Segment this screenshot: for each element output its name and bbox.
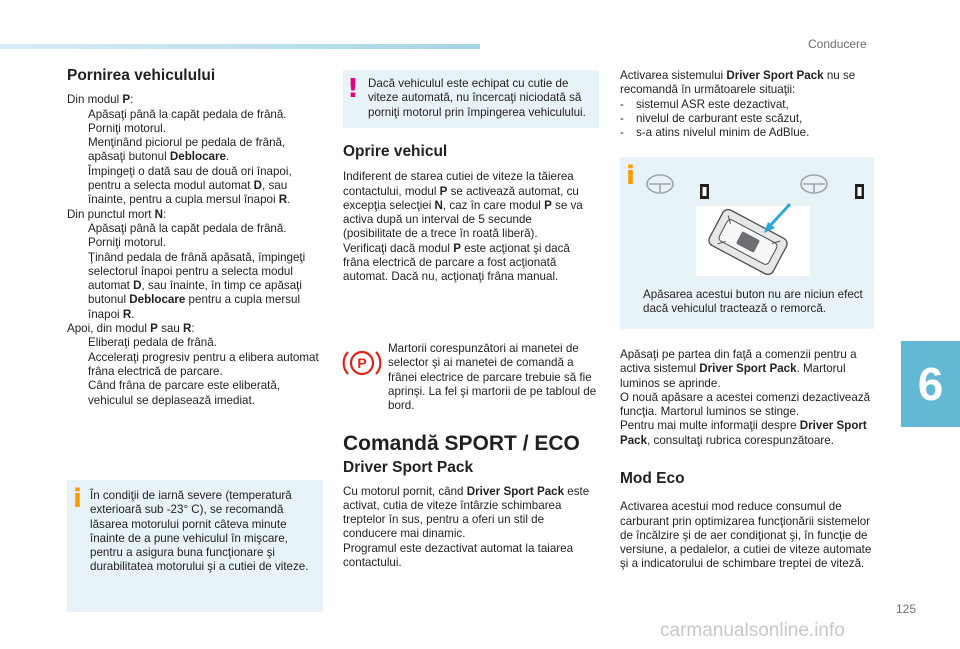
text-run: Porniţi motorul. <box>88 121 166 135</box>
driver-sport-paragraph-2: Programul este dezactivat automat la taiarea contactului. <box>343 541 574 570</box>
sport-mode-icon <box>855 184 864 199</box>
bold-term: D <box>133 279 142 293</box>
conditions-list <box>620 98 873 141</box>
bold-term: Driver Sport Pack <box>726 69 824 82</box>
header-accent-bar <box>0 44 480 49</box>
text-run: Apăsaţi pe partea din faţă a comenzii pentru a activa sistemul <box>620 348 857 376</box>
stop-paragraph <box>343 170 593 241</box>
text-run: Din modul <box>67 93 123 107</box>
bold-term: Driver Sport Pack <box>699 362 797 376</box>
text-run: Cu motorul pornit, când <box>343 484 467 498</box>
condition-text: sistemul ASR este dezactivat, <box>636 97 789 111</box>
instruction-step <box>67 165 319 208</box>
heading-starting: Pornirea vehiculului <box>67 67 216 84</box>
text-run: este acţionat şi dacă frâna electrică de parcare a fost acţionată automat. Dacă nu, acţionaţi frâna manual. <box>343 241 570 284</box>
text-run: Apoi, din modul <box>67 322 151 336</box>
heading-stop: Oprire vehicul <box>343 143 448 160</box>
instruction-step <box>67 251 319 322</box>
bold-term: R <box>278 193 288 207</box>
stop-section <box>343 145 593 285</box>
text-run: Acceleraţi progresiv pentru a elibera automat frâna electrică de parcare. <box>88 350 319 378</box>
instruction-intro <box>67 93 319 107</box>
bold-term: Deblocare <box>169 150 226 164</box>
sport-eco-section <box>343 432 598 570</box>
condition-text: s-a atins nivelul minim de AdBlue. <box>636 126 810 140</box>
brake-note-text: Martorii corespunzători ai manetei de selector şi ai manetei de comandă a frânei electrice de parcare trebuie să fie aprinşi. La fel şi martorii de pe tabloul de bord. <box>388 342 597 413</box>
instruction-step <box>67 351 319 380</box>
text-run: , sau înainte, pentru a cupla mersul înapoi <box>88 179 288 207</box>
bold-term: Driver Sport Pack <box>466 484 565 498</box>
text-run: . Martorul luminos se aprinde. <box>620 362 846 390</box>
column-start <box>67 69 319 408</box>
text-run: Apăsaţi până la capăt pedala de frână. <box>88 221 287 235</box>
starting-instructions <box>67 93 319 408</box>
driver-sport-intro <box>620 69 873 98</box>
steering-wheel-icon <box>801 175 827 193</box>
text-run: : <box>191 322 195 336</box>
bold-term: P <box>122 93 131 107</box>
chapter-tab: 6 <box>901 341 960 427</box>
condition-item <box>620 98 873 112</box>
dash-marker: - <box>620 126 624 140</box>
press-paragraph <box>620 348 875 391</box>
press-paragraph-3 <box>620 419 875 448</box>
text-run: , caz în care modul <box>442 198 545 212</box>
bold-term: N <box>434 198 443 212</box>
exclamation-icon: ! <box>347 74 359 104</box>
bold-term: Deblocare <box>129 293 186 307</box>
text-run: . <box>131 307 135 321</box>
heading-eco: Mod Eco <box>620 470 685 487</box>
bold-term: D <box>253 179 263 193</box>
bold-term: P <box>453 241 461 255</box>
text-run: Pentru mai multe informaţii despre <box>620 419 800 433</box>
watermark: carmanualsonline.info <box>660 620 845 641</box>
text-run: pentru a cupla mersul înapoi <box>88 293 301 321</box>
page-number: 125 <box>896 602 917 616</box>
image-caption: Apăsarea acestui buton nu are niciun efect dacă vehiculul tractează o remorcă. <box>643 288 863 316</box>
text-run: Apăsaţi până la capăt pedala de frână. <box>88 107 287 121</box>
condition-item <box>620 112 873 126</box>
text-run: Indiferent de starea cutiei de viteze la tăierea contactului, modul <box>343 170 574 198</box>
bold-term: R <box>183 322 192 336</box>
text-run: Împingeţi o dată sau de două ori înapoi, pentru a selecta modul automat <box>88 164 292 193</box>
dash-marker: - <box>620 97 624 111</box>
eco-section <box>620 472 875 572</box>
bold-term: P <box>439 184 448 198</box>
warning-text: Dacă vehiculul este echipat cu cutie de viteze automată, nu încercaţi niciodată să porniţi motorul prin împingerea vehiculului. <box>368 77 586 119</box>
info-i-icon: i <box>73 484 82 514</box>
heading-sport-eco: Comandă SPORT / ECO <box>343 432 580 455</box>
text-run: Activarea sistemului <box>620 69 727 82</box>
press-section <box>620 348 875 448</box>
instruction-step <box>67 136 319 165</box>
text-run: se va activa după un interval de 5 secunde (posibilitate de a trece în roată liberă). <box>343 198 583 241</box>
press-paragraph-2: O nouă apăsare a acestei comenzi dezactivează funcţia. Martorul luminos se stinge. <box>620 390 871 419</box>
eco-paragraph: Activarea acestui mod reduce consumul de carburant prin optimizarea funcţionării sistemelor de încălzire şi de aer condiţionat şi, în funcţie de versiune, a pedalelor, a cutiei de viteze automate şi a indicatorului de schimbare treptei de viteză. <box>620 500 872 571</box>
bold-term: P <box>544 198 552 212</box>
bold-term: Driver Sport Pack <box>620 419 867 447</box>
instruction-step <box>67 122 319 136</box>
sport-mode-icon <box>700 184 709 199</box>
text-run: . <box>287 193 291 207</box>
text-run: sau <box>157 322 184 336</box>
info-i-icon: i <box>626 161 635 191</box>
text-run: , sau înainte, în timp ce apăsaţi butonul <box>88 279 302 307</box>
text-run: Când frâna de parcare este eliberată, vehiculul se deplasează imediat. <box>88 379 281 407</box>
instruction-intro <box>67 322 319 336</box>
parking-brake-icon <box>342 346 382 380</box>
text-run: se activează automat, cu excepţia selecţiei <box>343 184 579 212</box>
winter-info-text: În condiţii de iarnă severe (temperatură exterioară sub -23° C), se recomandă lăsarea motorului pornit câteva minute înainte de a pune vehiculul în mişcare, pentru a asigura buna funcţionare şi durabilitatea motorului şi a cutiei de viteze. <box>90 489 309 574</box>
text-run: . <box>225 150 230 164</box>
text-run: Menţinând piciorul pe pedala de frână, apăsaţi butonul <box>88 136 286 164</box>
instruction-step <box>67 336 319 350</box>
instruction-intro <box>67 208 319 222</box>
sport-button-illustration <box>640 166 866 278</box>
instruction-step <box>67 222 319 236</box>
text-run: Ţinând pedala de frână apăsată, împingeţi selectorul înapoi pentru a selecta modul automat <box>88 250 306 293</box>
dash-marker: - <box>620 111 624 125</box>
driver-sport-paragraph <box>343 485 598 542</box>
condition-text: nivelul de carburant este scăzut, <box>636 111 803 125</box>
section-title: Conducere <box>808 37 867 51</box>
instruction-step <box>67 236 319 250</box>
text-run: este activat, cutia de viteze întârzie schimbarea treptelor în sus, pentru a oferi un stil de conducere mai dinamic. <box>343 484 590 541</box>
svg-text:P: P <box>357 355 367 371</box>
text-run: : <box>163 207 167 221</box>
text-run: Eliberaţi pedala de frână. <box>88 336 217 350</box>
text-run: , consultaţi rubrica corespunzătoare. <box>647 433 834 447</box>
bold-term: R <box>122 307 132 321</box>
bold-term: N <box>154 207 164 221</box>
text-run: nu se recomandă în următoarele situaţii: <box>620 69 856 97</box>
column-driver-sport <box>620 69 873 140</box>
bold-term: P <box>150 322 158 336</box>
instruction-step <box>67 108 319 122</box>
instruction-step <box>67 379 319 408</box>
text-run: Porniţi motorul. <box>88 236 166 250</box>
steering-wheel-icon <box>647 175 673 193</box>
condition-item <box>620 126 873 140</box>
heading-driver-sport-pack: Driver Sport Pack <box>343 459 474 477</box>
text-run: Verificaţi dacă modul <box>343 241 454 255</box>
text-run: Din punctul mort <box>67 207 155 221</box>
text-run: : <box>130 93 134 107</box>
stop-paragraph-2 <box>343 242 593 285</box>
